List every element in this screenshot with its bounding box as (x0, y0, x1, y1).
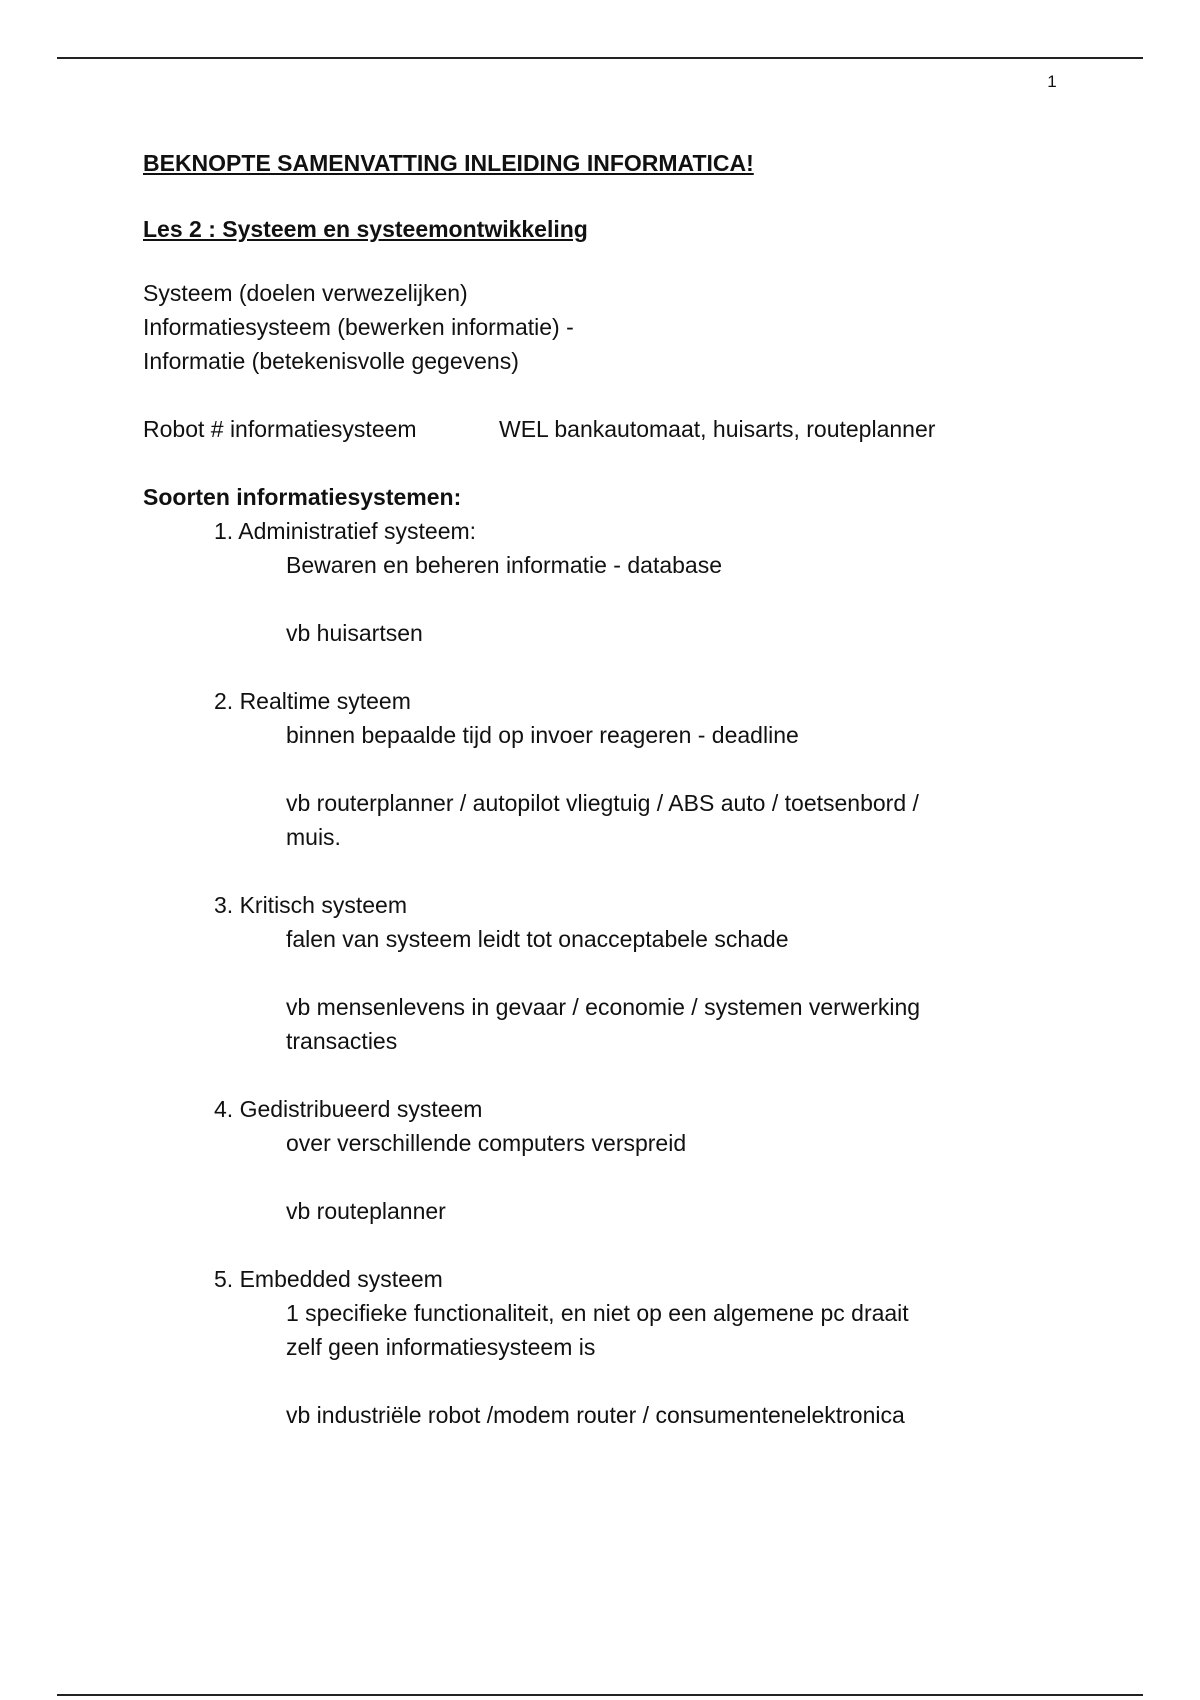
list-item-description: Bewaren en beheren informatie - database (286, 552, 723, 578)
definition-line: Informatiesysteem (bewerken informatie) - (143, 314, 574, 340)
robot-comparison (143, 412, 1083, 446)
robot-text: Robot # informatiesysteem (143, 416, 417, 442)
list-item-description: falen van systeem leidt tot onacceptabele schade (286, 926, 789, 952)
page-number: 1 (1047, 72, 1057, 91)
list-item-heading: 3. Kritisch systeem (214, 892, 407, 918)
list-item-description: 1 specifieke functionaliteit, en niet op een algemene pc draait (286, 1300, 909, 1326)
list-item-heading: 4. Gedistribueerd systeem (214, 1096, 483, 1122)
header-rule (57, 57, 1143, 59)
list-item-example: vb routeplanner (286, 1198, 446, 1224)
list-item-description: over verschillende computers verspreid (286, 1130, 687, 1156)
list-item-example: vb huisartsen (286, 620, 423, 646)
list-item-example: transacties (286, 1028, 398, 1054)
definition-line: Systeem (doelen verwezelijken) (143, 280, 468, 306)
list-item-heading: 1. Administratief systeem: (214, 518, 477, 544)
list-item-description: binnen bepaalde tijd op invoer reageren - deadline (286, 722, 799, 748)
list-item-heading: 2. Realtime syteem (214, 688, 411, 714)
lesson-heading: Les 2 : Systeem en systeemontwikkeling (143, 216, 588, 242)
list-item-example: muis. (286, 824, 341, 850)
list-item-example: vb routerplanner / autopilot vliegtuig / ABS auto / toetsenbord / (286, 790, 919, 816)
footer-rule (57, 1694, 1143, 1696)
document-body (143, 146, 1083, 1432)
list-item-heading: 5. Embedded systeem (214, 1266, 443, 1292)
definition-line: Informatie (betekenisvolle gegevens) (143, 348, 519, 374)
list-item-example: vb mensenlevens in gevaar / economie / systemen verwerking (286, 994, 921, 1020)
list-item-description: zelf geen informatiesysteem is (286, 1334, 596, 1360)
list-item-example: vb industriële robot /modem router / consumentenelektronica (286, 1402, 905, 1428)
section-heading: Soorten informatiesystemen: (143, 484, 462, 510)
robot-examples: WEL bankautomaat, huisarts, routeplanner (499, 416, 936, 442)
document-title: BEKNOPTE SAMENVATTING INLEIDING INFORMATICA! (143, 150, 754, 176)
